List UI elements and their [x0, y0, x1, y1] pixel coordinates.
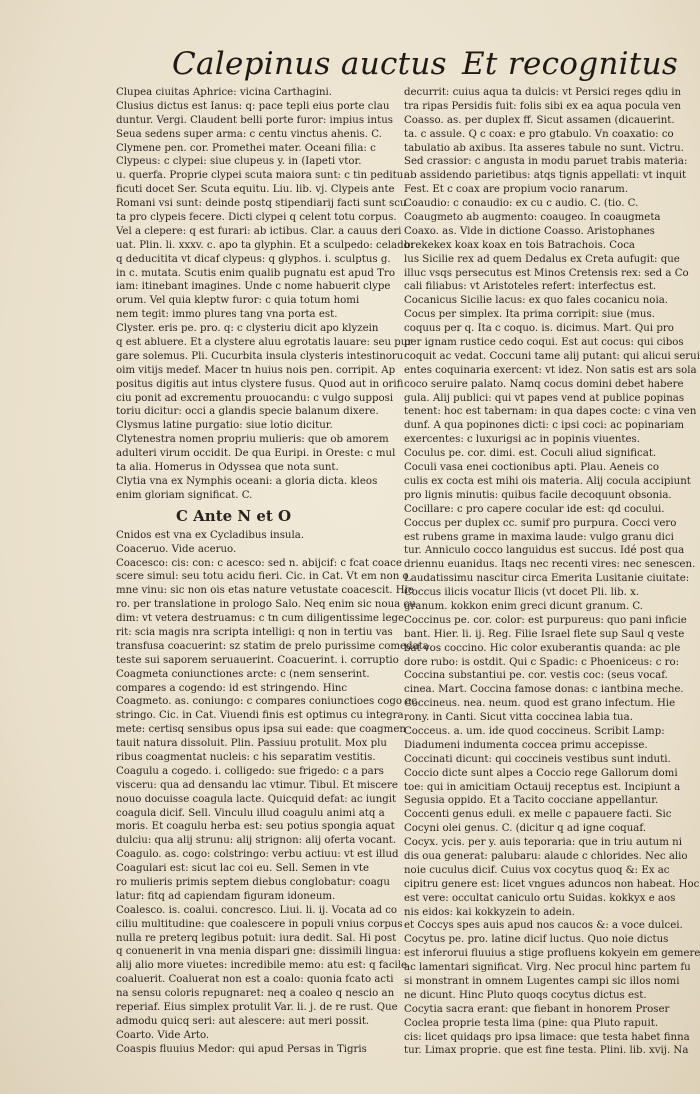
- text-line: ro mulieris primis septem diebus conglobatur: coagu: [116, 876, 390, 888]
- text-line: Clupea ciuitas Aphrice: vicina Carthagini.: [116, 87, 333, 98]
- text-line: adulteri virum occidit. De qua Euripi. in Oreste: c mul: [116, 448, 396, 460]
- text-line: toe: qui in amicitiam Octauij receptus est. Incipiunt a: [404, 781, 681, 793]
- text-line: Coasso. as. per duplex ff. Sicut assamen (dicauerint.: [404, 114, 675, 126]
- text-line: noie cuculus dicif. Cuius vox cocytus quoq &: Ex ac: [404, 864, 670, 876]
- text-line: Coccus ilicis vocatur Ilicis (vt docet Pli. lib. x.: [404, 587, 640, 599]
- text-line: Coculus pe. cor. dimi. est. Coculi aliud significat.: [404, 448, 657, 460]
- text-line: Vel a clepere: q est furari: ab ictibus. Clar. a cauus deri: [116, 225, 402, 237]
- text-line: granum. kokkon enim greci dicunt granum. C.: [404, 600, 644, 612]
- text-line: cinea. Mart. Coccina famose donas: c iantbina meche.: [404, 684, 684, 696]
- text-line: Coagmeto. as. coniungo: c compares coniunctioes cogo ac: [116, 696, 418, 708]
- text-line: scere simul: seu totu acidu fieri. Cic. in Cat. Vt em non o: [116, 571, 409, 583]
- text-line: Coaudio: c conaudio: ex cu c audio. C. (tio. C.: [404, 198, 639, 210]
- text-line: rit: scia magis nra scripta intelligi: q non in tertiu vas: [116, 626, 393, 638]
- text-line: reperiaf. Eius simplex protulit Var. li. j. de re rust. Que: [116, 1002, 398, 1013]
- text-line: Clypeus: c clypei: siue clupeus y. in (Iapeti vtor.: [116, 156, 362, 168]
- text-line: lus Sicilie rex ad quem Dedalus ex Creta aufugit: que: [404, 253, 680, 265]
- text-line: Coaspis fluuius Medor: qui apud Persas in Tigris: [116, 1043, 367, 1055]
- text-line: Coaxo. as. Vide in dictione Coasso. Aristophanes: [404, 225, 655, 237]
- text-line: Cocceus. a. um. ide quod coccineus. Scribit Lamp:: [404, 725, 665, 737]
- text-line: Coccinus pe. cor. color: est purpureus: quo pani inficie: [404, 614, 687, 626]
- text-line: coaluerit. Coaluerat non est a coalo: quonia fcato acti: [116, 974, 394, 986]
- text-line: Cocanicus Sicilie lacus: ex quo fales cocanicu noia.: [404, 295, 669, 307]
- text-line: nulla re preterq legibus potuit: iura dedit. Sal. Hi post: [116, 932, 397, 944]
- text-line: in c. mutata. Scutis enim qualib pugnatu est apud Tro: [116, 267, 395, 279]
- text-line: ta pro clypeis fecere. Dicti clypei q celent totu corpus.: [116, 212, 397, 224]
- text-line: Segusia oppido. Et a Tacito cocciane appellantur.: [404, 795, 659, 807]
- text-line: ciu ponit ad excrementu prouocandu: c vulgo supposi: [116, 392, 394, 404]
- text-line: Fest. Et c coax are propium vocio ranarum.: [404, 184, 629, 196]
- text-line: Sed crassior: c angusta in modu paruet trabis materia:: [404, 156, 688, 168]
- text-line: decurrit: cuius aqua ta dulcis: vt Persici reges qdiu in: [404, 87, 682, 98]
- text-line: Cocytia sacra erant: que fiebant in honorem Proser: [404, 1003, 670, 1015]
- running-head-left: Calepinus auctus: [172, 46, 447, 82]
- text-line: ta alia. Homerus in Odyssea que nota sunt.: [116, 462, 339, 474]
- text-line: Cnidos est vna ex Cycladibus insula.: [116, 529, 305, 541]
- text-line: ribus coagmentat nucleis: c his separatim vestitis.: [116, 751, 376, 763]
- text-line: visceru: qua ad densandu lac vtimur. Tibul. Et miscere: [116, 779, 398, 791]
- text-line: est inferorui fluuius a stige profluens kokyein em gemere: [404, 948, 700, 960]
- text-line: duntur. Vergi. Claudent belli porte furor: impius intus: [116, 114, 393, 126]
- text-line: ta. c assule. Q c coax: e pro gtabulo. Vn coaxatio: co: [404, 128, 674, 140]
- text-line: rony. in Canti. Sicut vitta coccinea labia tua.: [404, 712, 633, 724]
- text-line: dulciu: qua alij strunu: alij strignon: alij oferta vocant.: [116, 835, 397, 847]
- text-line: compares a cogendo: id est stringendo. Hinc: [116, 682, 348, 694]
- text-line: admodu quicq seri: aut alescere: aut meri possit.: [116, 1015, 370, 1027]
- text-line: Coculi vasa enei coctionibus apti. Plau. Aeneis co: [404, 462, 660, 474]
- text-line: transfusa coacuerint: sz statim de prelo purissime comedata: [116, 640, 429, 652]
- text-line: brekekex koax koax en tois Batrachois. Coca: [404, 239, 635, 251]
- text-line: Coccina substantiui pe. cor. vestis coc: (seus vocaf.: [404, 670, 668, 682]
- text-line: na sensu coloris repugnaret: neq a coaleo q nescio an: [116, 988, 395, 1000]
- text-line: tenent: hoc est tabernam: in qua dapes cocte: c vina ven: [404, 406, 697, 418]
- text-line: moris. Et coagulu herba est: seu potius spongia aquat: [116, 821, 395, 833]
- text-line: ac lamentari significat. Virg. Nec procul hinc partem fu: [404, 962, 691, 974]
- text-line: nis eidos: kai kokkyzein to adein.: [404, 906, 575, 918]
- text-line: tur. Limax proprie. que est fine testa. Plini. lib. xvij. Na: [404, 1045, 689, 1057]
- text-line: Cocillare: c pro capere cocular ide est: qd cocului.: [404, 503, 665, 515]
- text-line: ne dicunt. Hinc Pluto quoqs cocytus dictus est.: [404, 989, 647, 1001]
- text-line: dis oua generat: palubaru: alaude c chlorides. Nec alio: [404, 850, 688, 862]
- text-line: est rubens grame in maxima laude: vulgo granu dici: [404, 531, 674, 543]
- text-line: Romani vsi sunt: deinde postq stipendiarij facti sunt scu: [116, 198, 407, 210]
- text-line: ro. per translatione in prologo Salo. Neq enim sic noua cu: [116, 599, 416, 611]
- text-line: nem tegit: immo plures tang vna porta est.: [116, 309, 338, 321]
- text-line: Clyster. eris pe. pro. q: c clysteriu dicit apo klyzein: [116, 323, 379, 335]
- text-line: Clusius dictus est Ianus: q: pace tepli eius porte clau: [116, 100, 390, 112]
- text-line: Coaugmeto ab augmento: coaugeo. In coaugmeta: [404, 212, 661, 224]
- text-line: ficuti docet Ser. Scuta equitu. Liu. lib. vj. Clypeis ante: [116, 184, 395, 196]
- text-line: Coccus per duplex cc. sumif pro purpura. Cocci vero: [404, 517, 677, 529]
- text-line: coquit ac vedat. Coccuni tame alij putant: qui alicui serui: [404, 350, 700, 362]
- text-line: cali filiabus: vt Aristoteles refert: interfectus est.: [404, 281, 657, 293]
- text-line: latur: fitq ad capiendam figuram idoneum.: [116, 890, 336, 902]
- text-line: q est abluere. Et a clystere aluu egrotatis lauare: seu pur: [116, 337, 413, 349]
- text-line: Coccenti genus eduli. ex melle c papauere facti. Sic: [404, 809, 672, 821]
- text-line: bat vos coccino. Hic color exuberantis quanda: ac ple: [404, 642, 681, 654]
- text-line: Coagulari est: sicut lac coi eu. Sell. Semen in vte: [116, 863, 370, 875]
- text-line: teste sui saporem seruauerint. Coacuerint. i. corruptio: [116, 654, 399, 666]
- text-line: culis ex cocta est mihi ois materia. Alij cocula accipiunt: [404, 475, 691, 487]
- text-line: Clytia vna ex Nymphis oceani: a gloria dicta. kleos: [116, 475, 378, 487]
- text-line: dunf. A qua popinones dicti: c ipsi coci: ac popinariam: [404, 420, 685, 432]
- text-line: mete: certisq sensibus opus ipsa sui eade: que coagmen: [116, 724, 406, 736]
- text-line: mne vinu: sic non ois etas nature vetustate coacescit. Hie: [116, 585, 414, 597]
- text-line: exercentes: c luxurigsi ac in popinis viuentes.: [404, 434, 640, 446]
- text-line: Coarto. Vide Arto.: [116, 1029, 210, 1041]
- text-line: iam: itinebant imagines. Unde c nome habuerit clype: [116, 281, 391, 293]
- text-line: oim vitijs medef. Macer tn huius nois pen. corripit. Ap: [116, 364, 396, 376]
- text-line: coquus per q. Ita c coquo. is. dicimus. Mart. Qui pro: [404, 323, 674, 335]
- text-line: tra ripas Persidis fuit: folis sibi ex ea aqua pocula ven: [404, 100, 681, 112]
- text-line: pro lignis minutis: quibus facile decoquunt obsonia.: [404, 489, 672, 501]
- text-line: est vere: occultat caniculo ortu Suidas. kokkyx e aos: [404, 892, 676, 904]
- text-line: Coccinati dicunt: qui coccineis vestibus sunt induti.: [404, 753, 671, 765]
- text-line: entes coquinaria exercent: vt idez. Non satis est ars sola: [404, 364, 697, 376]
- text-line: Laudatissimu nascitur circa Emerita Lusitanie ciuitate:: [404, 573, 690, 585]
- text-line: enim gloriam significat. C.: [116, 489, 253, 501]
- text-line: u. querfa. Proprie clypei scuta maiora sunt: c tin peditu:: [116, 170, 407, 182]
- text-line: coco seruire palato. Namq cocus domini debet habere: [404, 378, 684, 390]
- text-line: gare solemus. Pli. Cucurbita insula clysteris intestinoru: [116, 350, 404, 362]
- text-line: tauit natura dissoluit. Plin. Passiuu protulit. Mox plu: [116, 738, 387, 750]
- text-line: dim: vt vetera destruamus: c tn cum diligentissime lege: [116, 613, 405, 625]
- text-line: Diadumeni indumenta coccea primu accepisse.: [404, 739, 648, 751]
- text-line: Seua sedens super arma: c centu vinctus ahenis. C.: [116, 128, 382, 140]
- text-line: coagula dicif. Sell. Vinculu illud coagulu animi atq a: [116, 807, 385, 819]
- text-line: Clytenestra nomen propriu mulieris: que ob amorem: [116, 434, 389, 446]
- text-line: per ignam rustice cedo coqui. Est aut cocus: qui cibos: [404, 337, 684, 349]
- text-line: Coaceruo. Vide aceruo.: [116, 543, 237, 555]
- text-line: gula. Alij publici: qui vt papes vend at publice popinas: [404, 392, 685, 404]
- text-line: Coalesco. is. coalui. concresco. Liui. li. ij. Vocata ad co: [116, 904, 398, 916]
- text-line: q conuenerit in vna menia dispari gne: dissimili lingua:: [116, 946, 401, 958]
- text-line: toriu dicitur: occi a glandis specie balanum dixere.: [116, 406, 379, 418]
- text-line: Coccineus. nea. neum. quod est grano infectum. Hie: [404, 698, 676, 710]
- text-line: tur. Anniculo cocco languidus est succus. Idé post qua: [404, 545, 685, 557]
- text-line: uat. Plin. li. xxxv. c. apo ta glyphin. Et a sculpedo: celado:: [116, 239, 414, 251]
- text-line: Coclea proprie testa lima (pine: qua Pluto rapuit.: [404, 1017, 659, 1029]
- right-column: [404, 86, 700, 1058]
- text-line: driennu euanidus. Itaqs nec recenti vires: nec senescen.: [404, 559, 696, 571]
- text-line: Cocyni olei genus. C. (dicitur q ad igne coquaf.: [404, 823, 646, 835]
- text-line: nouo docuisse coagula lacte. Quicquid defat: ac iungit: [116, 793, 397, 805]
- text-line: si monstrant in omnem Lugentes campi sic illos nomi: [404, 976, 680, 987]
- text-line: Cocytus pe. pro. latine dicif luctus. Quo noie dictus: [404, 934, 669, 946]
- text-line: ciliu multitudine: que coalescere in populi vnius corpus: [116, 918, 403, 930]
- text-line: cipitru genere est: licet vngues aduncos non habeat. Hoc: [404, 878, 700, 890]
- text-line: Coacesco: cis: con: c acesco: sed n. abijcif: c fcat coace: [116, 557, 402, 569]
- text-line: Clymene pen. cor. Promethei mater. Oceani filia: c: [116, 142, 376, 154]
- text-line: orum. Vel quia kleptw furor: c quia totum homi: [116, 295, 360, 307]
- text-line: stringo. Cic. in Cat. Viuendi finis est optimus cu integra: [116, 710, 404, 722]
- text-line: Coagmeta coniunctiones arcte: c (nem senserint.: [116, 668, 370, 680]
- section-heading: C Ante N et O: [176, 506, 292, 525]
- text-line: Coagulo. as. cogo: colstringo: verbu actiuu: vt est illud: [116, 849, 399, 861]
- text-line: positus digitis aut intus clystere fusus. Quod aut in orifi: [116, 378, 404, 390]
- text-line: Cocus per simplex. Ita prima corripit: siue (mus.: [404, 309, 655, 321]
- running-head-right: Et recognitus: [462, 46, 679, 82]
- text-line: q deducitita vt dicaf clypeus: q glyphos. i. sculptus g.: [116, 253, 391, 265]
- left-column: [116, 86, 429, 1057]
- text-line: alij alio more viuetes: incredibile memo: atu est: q facile: [116, 960, 408, 972]
- text-line: Coccio dicte sunt alpes a Coccio rege Gallorum domi: [404, 767, 678, 779]
- text-line: illuc vsqs persecutus est Minos Cretensis rex: sed a Co: [404, 267, 689, 279]
- text-line: Clysmus latine purgatio: siue lotio dicitur.: [116, 420, 333, 432]
- text-line: et Coccys spes auis apud nos caucos &: a voce dulcei.: [404, 920, 683, 932]
- text-line: bant. Hier. li. ij. Reg. Filie Israel flete sup Saul q veste: [404, 628, 685, 640]
- text-line: tabulatio ab axibus. Ita asseres tabule no sunt. Victru.: [404, 142, 684, 154]
- text-line: Coagulu a cogedo. i. colligedo: sue frigedo: c a pars: [116, 765, 384, 777]
- text-line: Cocyx. ycis. per y. auis teporaria: que in triu autum ni: [404, 837, 682, 849]
- text-line: ab assidendo parietibus: atqs tignis appellati: vt inquit: [404, 170, 687, 182]
- text-line: dore rubo: is ostdit. Qui c Spadic: c Phoeniceus: c ro:: [404, 656, 680, 668]
- text-line: cis: licet quidaqs pro ipsa limace: que testa habet finna: [404, 1031, 690, 1043]
